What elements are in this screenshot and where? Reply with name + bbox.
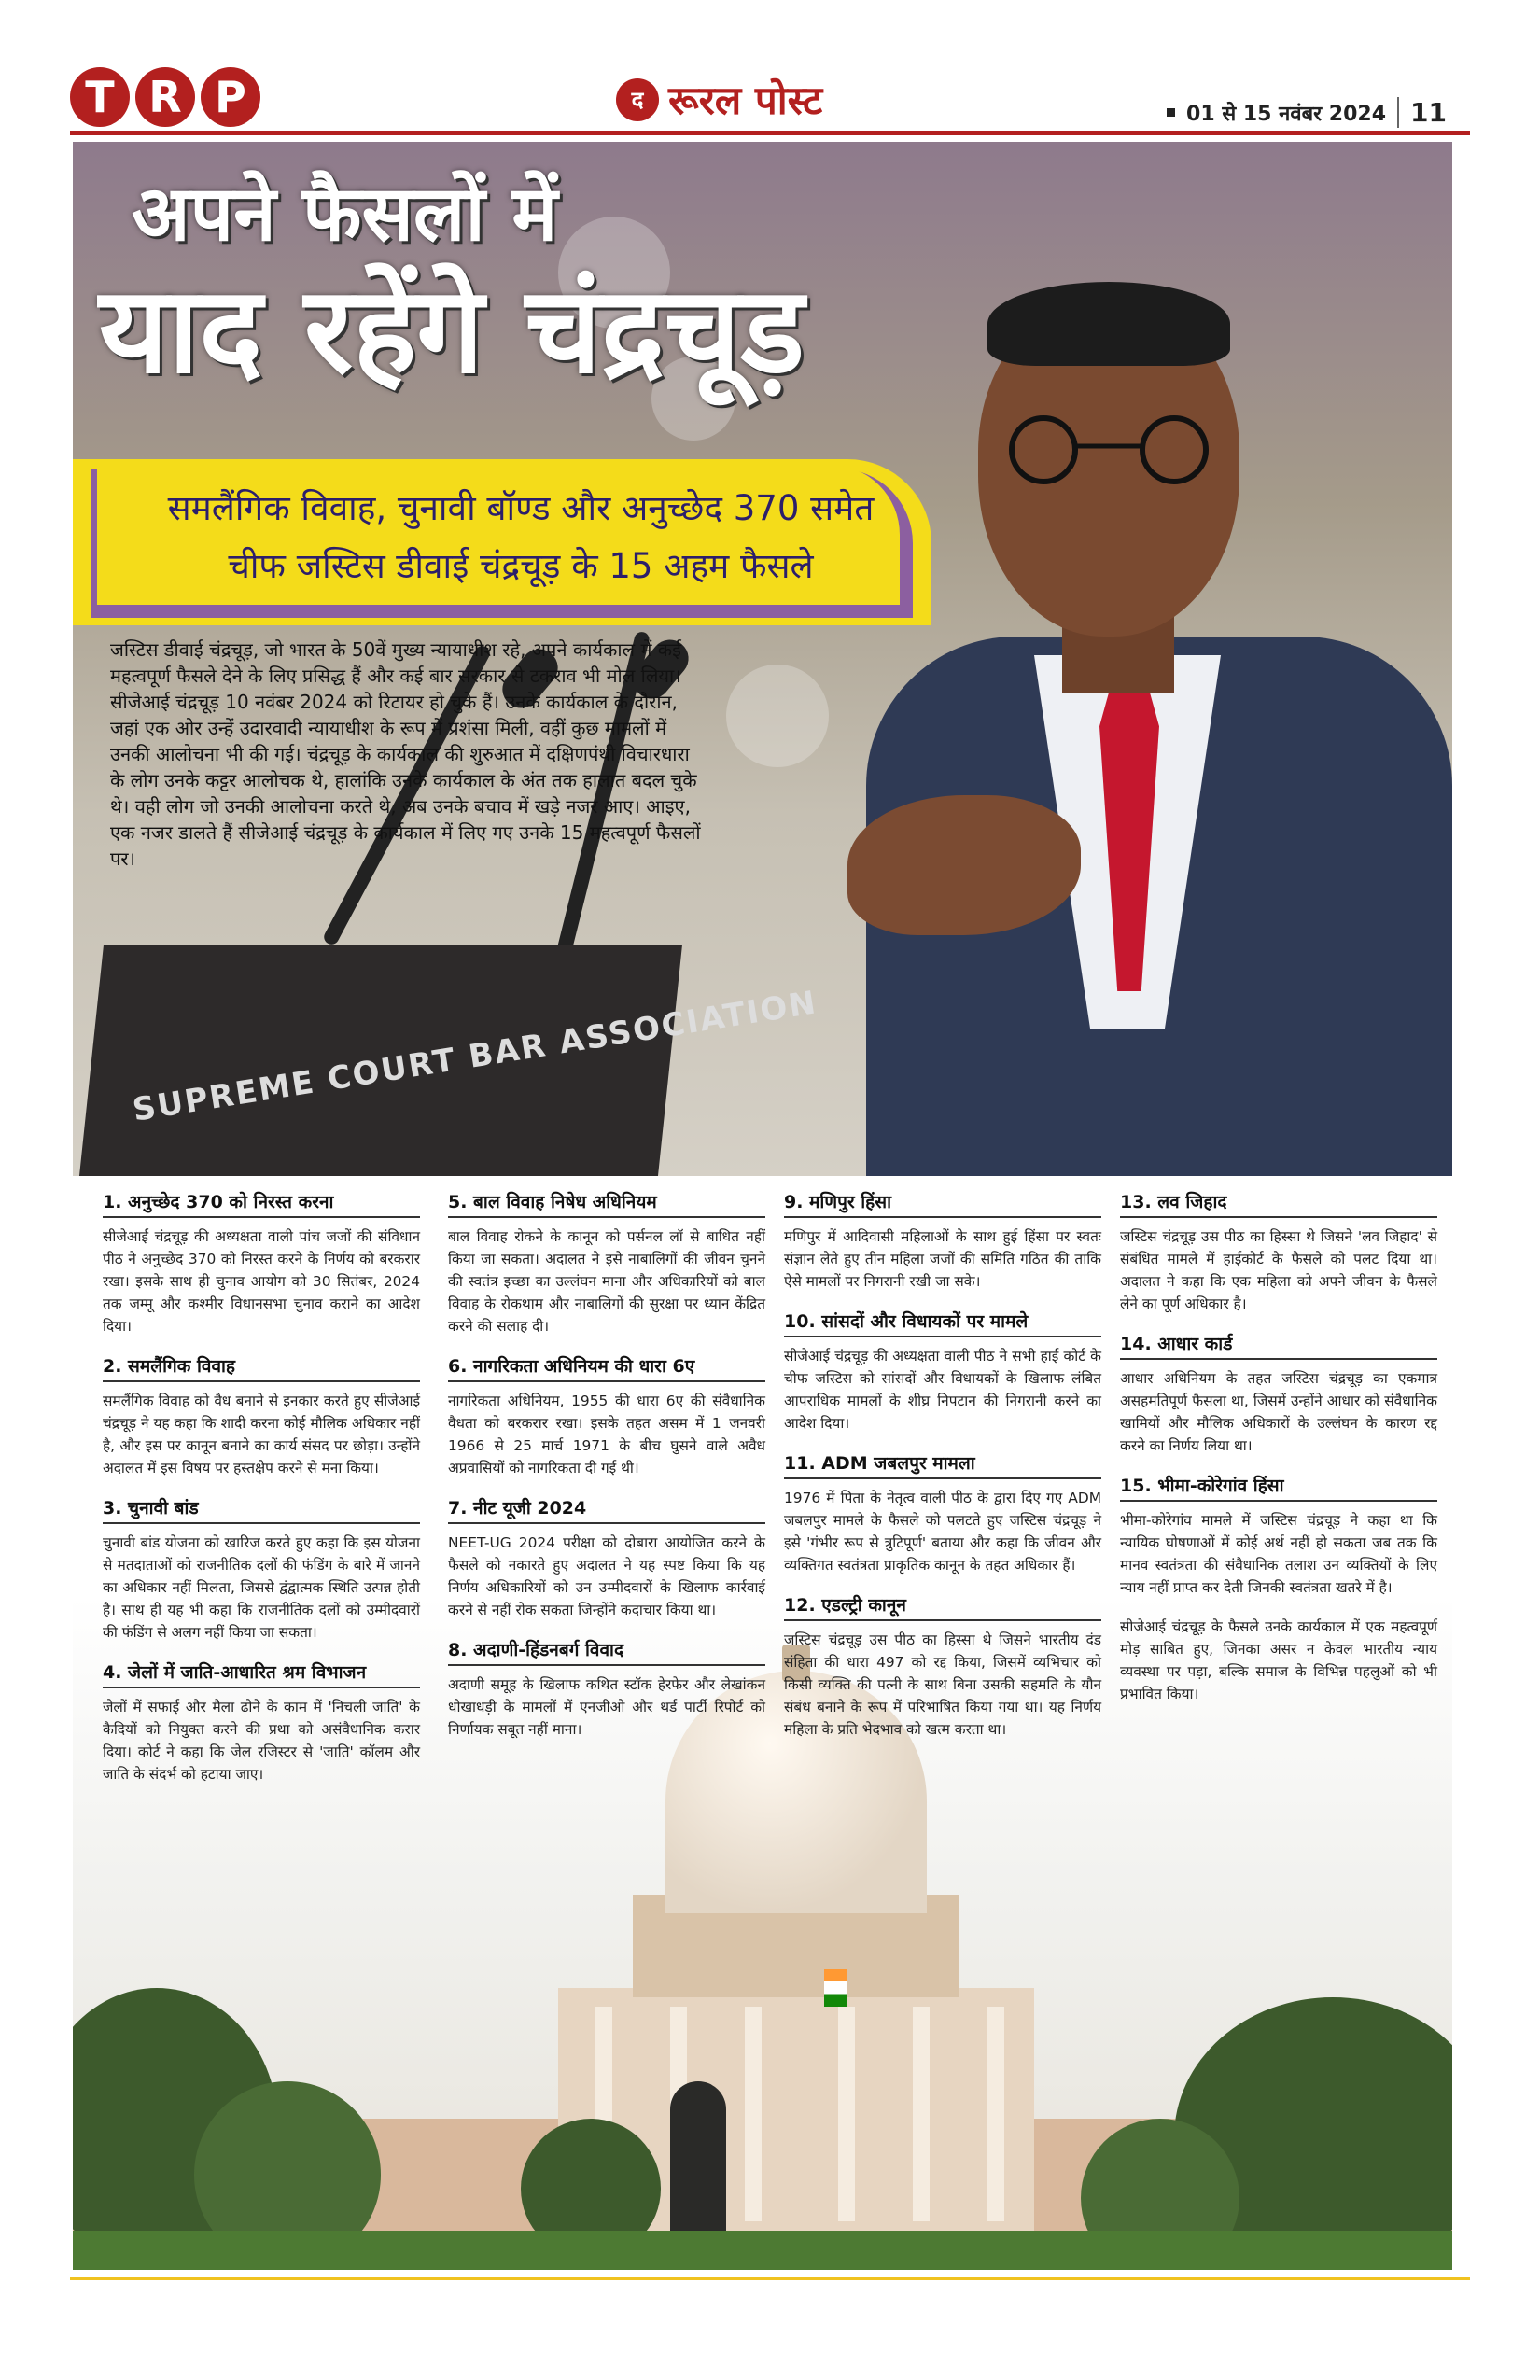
brand-logo [616, 73, 822, 126]
subheadline-band [73, 459, 931, 625]
section-body: NEET-UG 2024 परीक्षा को दोबारा आयोजित करने के फैसले को नकारते हुए अदालत ने यह स्पष्ट किया कि यह निर्णय अधिकारियों को उन उम्मीदवारों के खिलाफ कार्रवाई करने से नहीं रोक सकता जिन्होंने कदाचार किया था। [448, 1534, 765, 1618]
section-body: अदाणी समूह के खिलाफ कथित स्टॉक हेरफेर और लेखांकन धोखाधड़ी के मामलों में एनजीओ और थर्ड पार्टी रिपोर्ट को निर्णायक सबूत नहीं माना। [448, 1676, 765, 1738]
section-title: 14. आधार कार्ड [1120, 1332, 1437, 1360]
footer-rule [70, 2277, 1470, 2280]
subheadline-line-2: चीफ जस्टिस डीवाई चंद्रचूड़ के 15 अहम फैसले [228, 546, 814, 586]
gesturing-hand [847, 795, 1081, 935]
section-title: 3. चुनावी बांड [103, 1496, 420, 1524]
indian-flag-icon [824, 1969, 847, 2007]
section-title: 6. नागरिकता अधिनियम की धारा 6ए [448, 1354, 765, 1382]
page-number: 11 [1397, 97, 1447, 128]
column-1 [103, 1190, 420, 1802]
column-2 [448, 1190, 765, 1757]
column [913, 2007, 930, 2221]
section-title: 2. समलैंगिक विवाह [103, 1354, 420, 1382]
hair [987, 282, 1230, 366]
podium-label: SUPREME COURT BAR ASSOCIATION [130, 984, 820, 1129]
masthead [0, 0, 1540, 140]
headline [99, 168, 805, 401]
bullet-icon [1167, 108, 1175, 117]
trp-letter-t: T [70, 67, 130, 127]
intro-paragraph: जस्टिस डीवाई चंद्रचूड़, जो भारत के 50वें मुख्य न्यायाधीश रहे, अपने कार्यकाल में कई महत्वपूर्ण फैसले देने के लिए प्रसिद्ध हैं और कई बार सरकार से टकराव भी मोल लिया। सीजेआई चंद्रचूड़ 10 नवंबर 2024 को रिटायर हो चुके हैं। उनके कार्यकाल के दौरान, जहां एक ओर उन्हें उदारवादी न्यायाधीश के रूप में प्रशंसा मिली, वहीं कुछ मामलों में उनकी आलोचना भी की गई। चंद्रचूड़ के कार्यकाल की शुरुआत में दक्षिणपंथी विचारधारा के लोग उनके कट्टर आलोचक थे, हालांकि उनके कार्यकाल के अंत तक हालात बदल चुके थे। वही लोग जो उनकी आलोचना करते थे, अब उनके बचाव में खड़े नजर आए। आइए, एक नजर डालते हैं सीजेआई चंद्रचूड़ के कार्यकाल में लिए गए उनके 15 महत्वपूर्ण फैसलों पर। [110, 638, 701, 870]
article-columns [93, 1190, 1456, 1862]
section-title: 10. सांसदों और विधायकों पर मामले [784, 1309, 1101, 1337]
subheadline-line-1: समलैंगिक विवाह, चुनावी बॉण्ड और अनुच्छेद 370 समेत [167, 488, 875, 528]
section-body: जस्टिस चंद्रचूड़ उस पीठ का हिस्सा थे जिसने भारतीय दंड संहिता की धारा 497 को रद्द किया, जिसमें व्यभिचार को किसी व्यक्ति की पत्नी के साथ बिना उसकी सहमति के यौन संबंध बनाने के रूप में परिभाषित किया गया था। यह निर्णय महिला के प्रति भेदभाव को खत्म करता था। [784, 1631, 1101, 1738]
bokeh-light [726, 665, 829, 767]
section-title: 13. लव जिहाद [1120, 1190, 1437, 1218]
section-body: बाल विवाह रोकने के कानून को पर्सनल लॉ से बाधित नहीं किया जा सकता। अदालत ने इसे नाबालिगों की जीवन चुनने की स्वतंत्र इच्छा का उल्लंघन माना और अधिकारियों को बाल विवाह के रोकथाम और नाबालिगों की सुरक्षा पर ध्यान केंद्रित करने की सलाह दी। [448, 1228, 765, 1335]
section-body: सीजेआई चंद्रचूड़ की अध्यक्षता वाली पांच जजों की संविधान पीठ ने अनुच्छेद 370 को निरस्त करने के निर्णय को बरकरार रखा। इसके साथ ही चुनाव आयोग को 30 सितंबर, 2024 तक जम्मू और कश्मीर विधानसभा चुनाव कराने का आदेश दिया। [103, 1228, 420, 1335]
section-body: आधार अधिनियम के तहत जस्टिस चंद्रचूड़ का एकमात्र असहमतिपूर्ण फैसला था, जिसमें उन्होंने आधार को संवैधानिक खामियों और मौलिक अधिकारों के उल्लंघन के कारण रद्द करने का निर्णय लिया था। [1120, 1370, 1437, 1454]
column [838, 2007, 855, 2221]
column [745, 2007, 762, 2221]
trp-letter-r: R [135, 67, 195, 127]
section-body: चुनावी बांड योजना को खारिज करते हुए कहा कि इस योजना से मतदाताओं को राजनीतिक दलों की फंडिंग के बारे में जानने का अधिकार नहीं मिलता, जिससे द्वंद्वात्मक स्थिति उत्पन्न होती है। साथ ही यह भी कहा कि राजनीतिक दलों को उम्मीदवारों की फंडिंग से अलग नहीं किया जा सकता। [103, 1534, 420, 1641]
glasses-icon [987, 413, 1239, 487]
section-body: भीमा-कोरेगांव मामले में जस्टिस चंद्रचूड़ ने कहा था कि न्यायिक घोषणाओं में कोई अर्थ नहीं हो सकता जब तक कि मानव स्वतंत्रता की संवैधानिक तलाश उन व्यक्तियों के लिए न्याय नहीं प्राप्त कर देती जिनकी स्वतंत्रता खतरे में है। [1120, 1512, 1437, 1596]
trp-logo [70, 67, 260, 127]
section-body: मणिपुर में आदिवासी महिलाओं के साथ हुई हिंसा पर स्वतः संज्ञान लेते हुए तीन महिला जजों की समिति गठित की ताकि ऐसे मामलों पर निगरानी रखी जा सके। [784, 1228, 1101, 1290]
column [987, 2007, 1004, 2221]
trp-letter-p: P [201, 67, 260, 127]
section-body: जेलों में सफाई और मैला ढोने के काम में 'निचली जाति' के कैदियों को नियुक्त करने की प्रथा को असंवैधानिक करार दिया। कोर्ट ने कहा कि जेल रजिस्टर से 'जाति' कॉलम और जाति के संदर्भ को हटाया जाए। [103, 1699, 420, 1783]
issue-date: 01 से 15 नवंबर 2024 [1186, 102, 1387, 126]
section-title: 8. अदाणी-हिंडनबर्ग विवाद [448, 1638, 765, 1666]
logo-mark-icon: द [616, 78, 659, 121]
column-3 [784, 1190, 1101, 1757]
hero-section [73, 142, 1452, 1176]
section-title: 12. एडल्ट्री कानून [784, 1593, 1101, 1621]
brand-name: रूरल पोस्ट [668, 77, 823, 123]
headline-line-1: अपने फैसलों में [132, 170, 558, 259]
section-body: समलैंगिक विवाह को वैध बनाने से इनकार करते हुए सीजेआई चंद्रचूड़ ने यह कहा कि शादी करना कोई मौलिक अधिकार नहीं है, और इस पर कानून बनाने का कार्य संसद पर छोड़ा। उन्होंने अदालत में इस विषय पर हस्तक्षेप करने से मना किया। [103, 1393, 420, 1477]
lawn [73, 2231, 1452, 2270]
section-title: 1. अनुच्छेद 370 को निरस्त करना [103, 1190, 420, 1218]
section-title: 5. बाल विवाह निषेध अधिनियम [448, 1190, 765, 1218]
issue-info [1167, 97, 1447, 128]
section-title: 7. नीट यूजी 2024 [448, 1496, 765, 1524]
section-body: जस्टिस चंद्रचूड़ उस पीठ का हिस्सा थे जिसने 'लव जिहाद' से संबंधित मामले में हाईकोर्ट के फैसले को पलट दिया था। अदालत ने कहा कि एक महिला को अपने जीवन के फैसले लेने का पूर्ण अधिकार है। [1120, 1228, 1437, 1312]
column-4 [1120, 1190, 1437, 1722]
section-title: 11. ADM जबलपुर मामला [784, 1451, 1101, 1479]
masthead-rule [70, 131, 1470, 135]
section-title: 9. मणिपुर हिंसा [784, 1190, 1101, 1218]
section-body: 1976 में पिता के नेतृत्व वाली पीठ के द्वारा दिए गए ADM जबलपुर मामले के फैसले को पलटते हुए जस्टिस चंद्रचूड़ ने इसे 'गंभीर रूप से त्रुटिपूर्ण' बताया और कहा कि जीवन और व्यक्तिगत स्वतंत्रता प्राकृतिक कानून के तहत अधिकार हैं। [784, 1490, 1101, 1574]
section-body: सीजेआई चंद्रचूड़ की अध्यक्षता वाली पीठ ने सभी हाई कोर्ट के चीफ जस्टिस को सांसदों और विधायकों के खिलाफ लंबित आपराधिक मामलों के शीघ्र निपटान की निगरानी करने का आदेश दिया। [784, 1348, 1101, 1432]
section-title: 15. भीमा-कोरेगांव हिंसा [1120, 1474, 1437, 1502]
conclusion-paragraph: सीजेआई चंद्रचूड़ के फैसले उनके कार्यकाल में एक महत्वपूर्ण मोड़ साबित हुए, जिनका असर न केवल भारतीय न्याय व्यवस्था पर पड़ा, बल्कि समाज के विभिन्न पहलुओं को भी प्रभावित किया। [1120, 1618, 1437, 1702]
section-body: नागरिकता अधिनियम, 1955 की धारा 6ए की संवैधानिक वैधता को बरकरार रखा। इसके तहत असम में 1 जनवरी 1966 से 25 मार्च 1971 के बीच घुसने वाले अवैध अप्रवासियों को नागरिकता दी गई थी। [448, 1393, 765, 1477]
section-title: 4. जेलों में जाति-आधारित श्रम विभाजन [103, 1660, 420, 1688]
subheadline [129, 480, 913, 595]
headline-line-2: याद रहेंगे चंद्रचूड़ [99, 261, 805, 400]
chief-justice-photo [847, 198, 1452, 1176]
